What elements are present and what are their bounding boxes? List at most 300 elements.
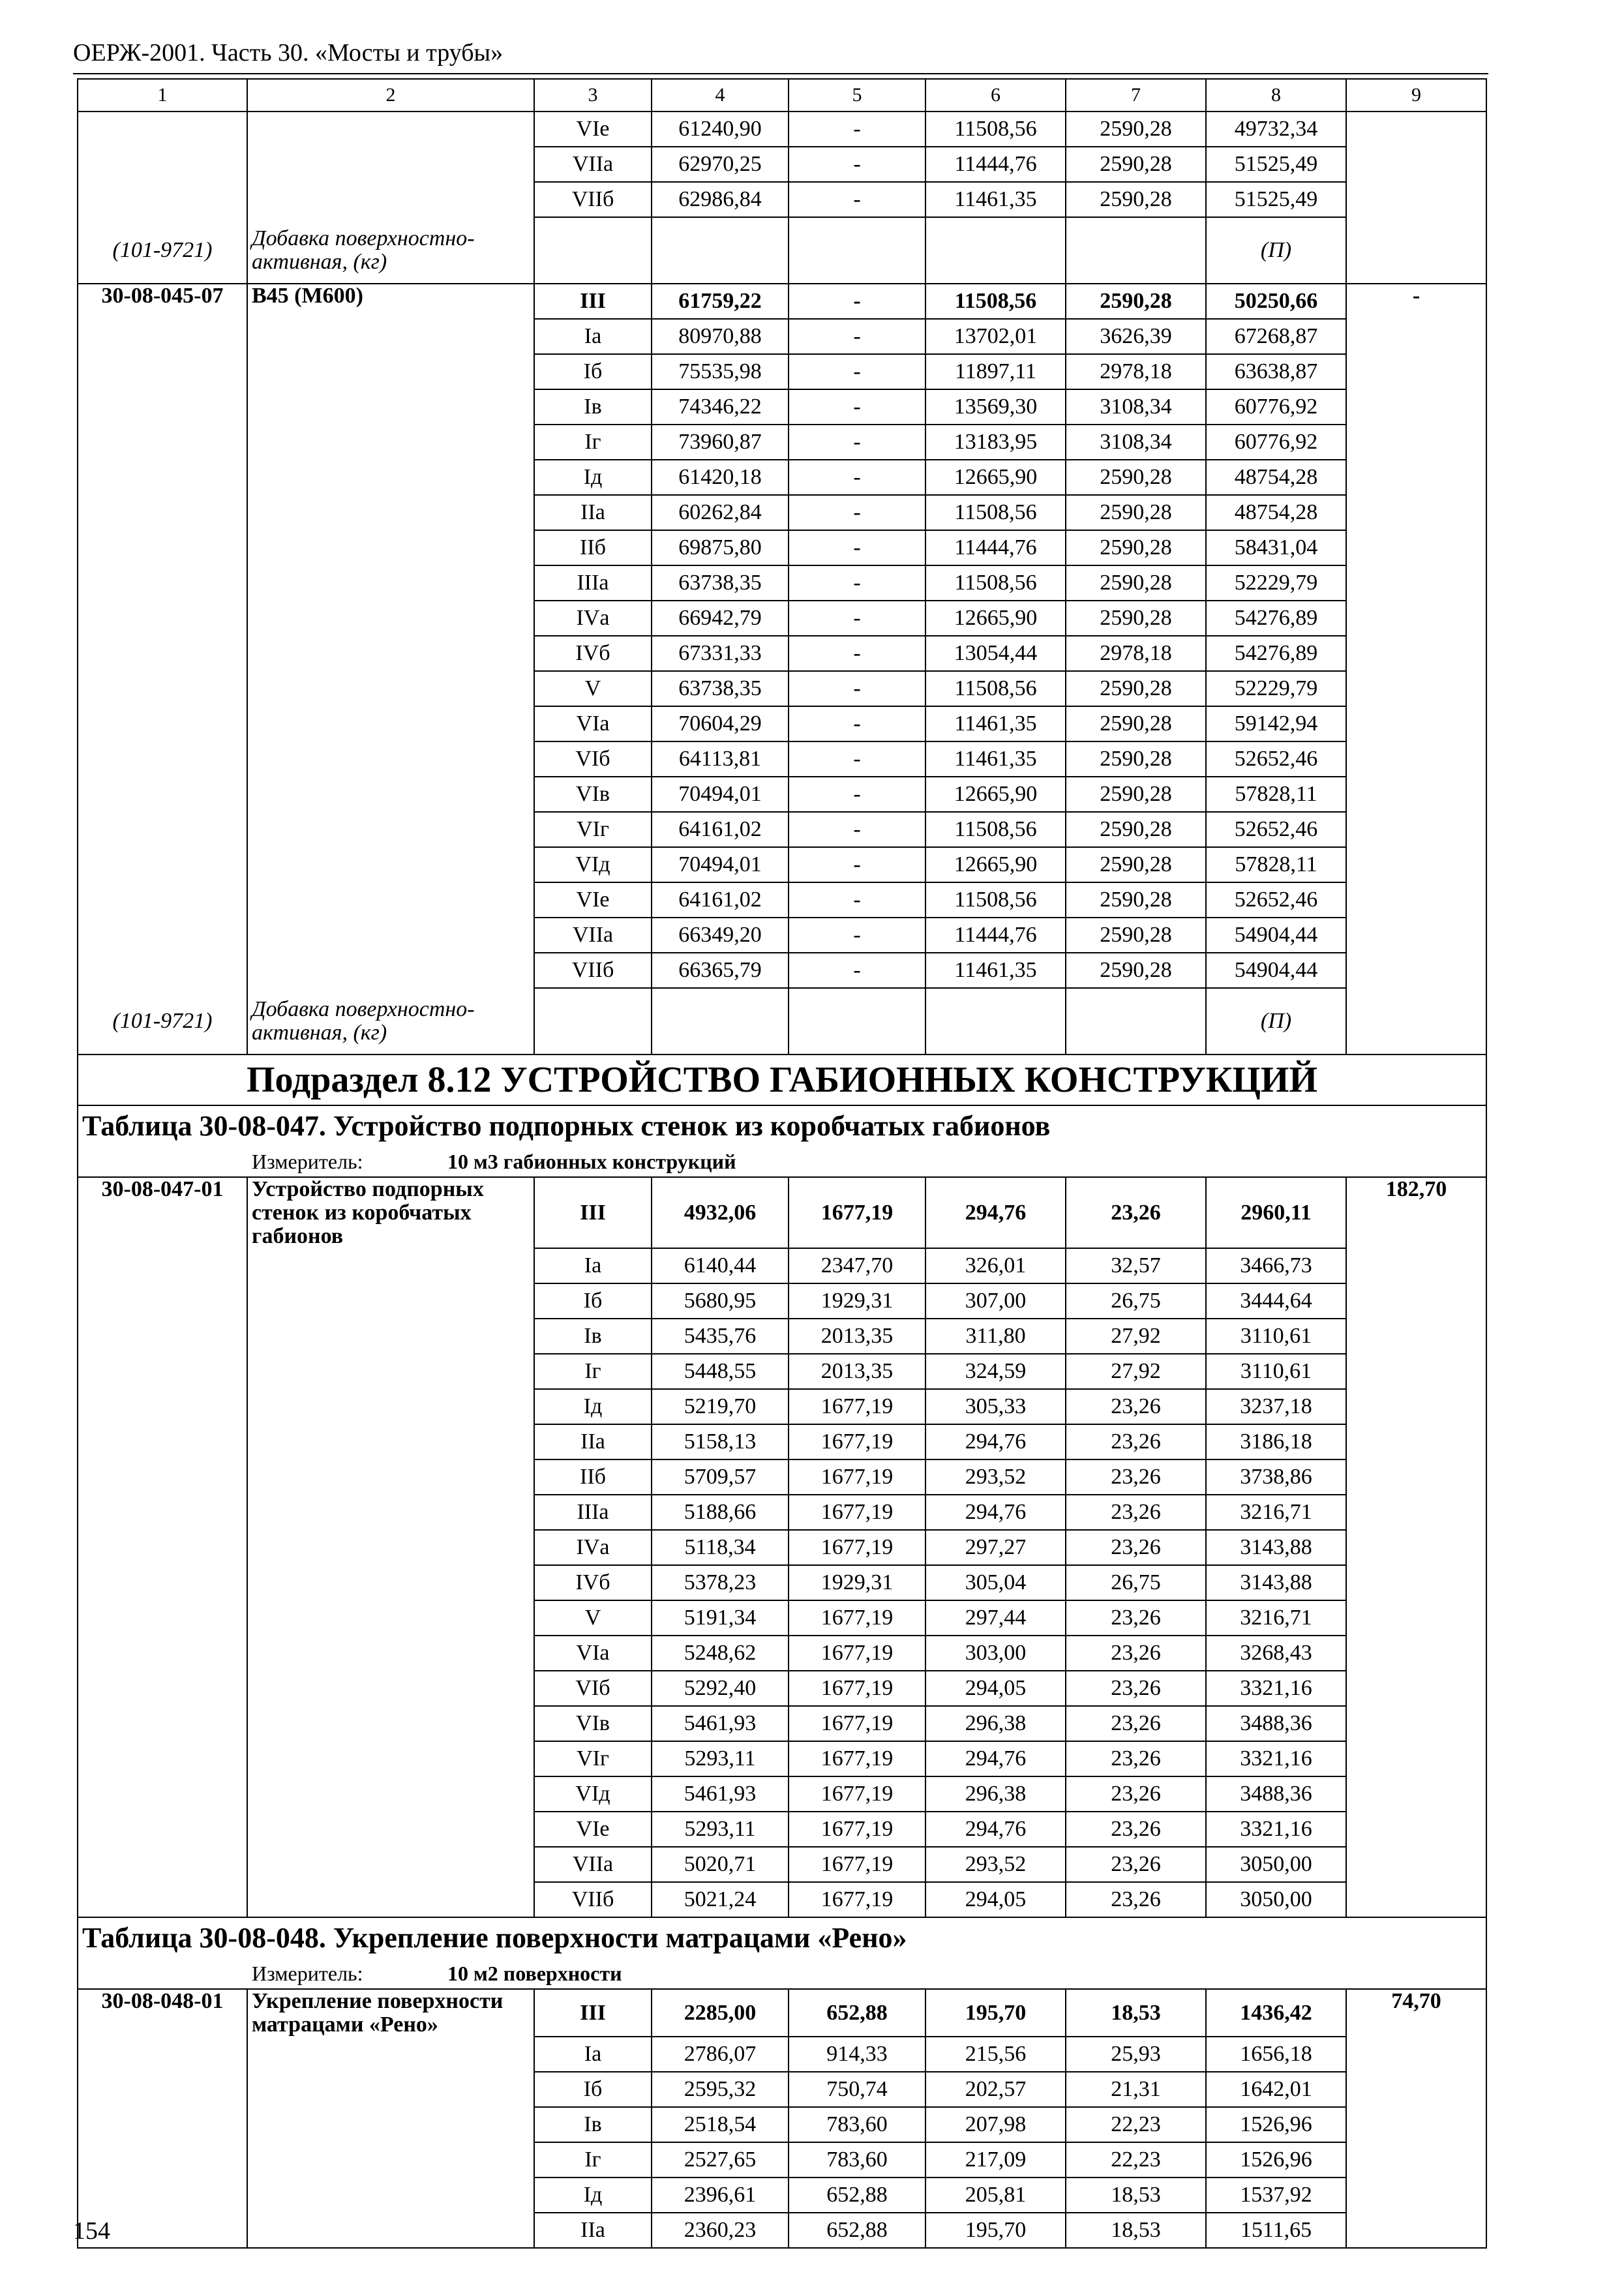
value-cell-c5: 2013,35 [789, 1354, 925, 1389]
value-cell-c7: 2978,18 [1066, 354, 1206, 389]
empty-c9-cell [1346, 847, 1486, 882]
empty-c9-cell [1346, 217, 1486, 284]
value-cell-c8: 54904,44 [1206, 953, 1346, 988]
unit-cell [78, 1958, 1486, 1989]
table-row [78, 882, 1486, 918]
value-cell-c8: 3268,43 [1206, 1636, 1346, 1671]
value-cell-c4: 5020,71 [652, 1847, 789, 1882]
value-cell-c8: 3444,64 [1206, 1283, 1346, 1319]
column-number: 8 [1206, 79, 1346, 112]
value-cell-c7: 2590,28 [1066, 112, 1206, 147]
addition-code: (101-9721) [78, 988, 247, 1055]
empty-c9-cell [1346, 495, 1486, 530]
value-cell-c4: 69875,80 [652, 530, 789, 565]
value-cell-c4: 80970,88 [652, 319, 789, 354]
zone-cell: Iа [534, 1248, 652, 1283]
empty-name-cell [247, 1847, 534, 1882]
table-row [78, 1812, 1486, 1847]
empty-name-cell [247, 671, 534, 706]
value-cell-c4: 61759,22 [652, 284, 789, 319]
empty-c9-cell [1346, 1495, 1486, 1530]
empty-name-cell [247, 1283, 534, 1319]
zone-cell: Iв [534, 1319, 652, 1354]
value-cell-c6: 326,01 [925, 1248, 1066, 1283]
zone-cell: VIд [534, 847, 652, 882]
empty-c9-cell [1346, 1776, 1486, 1812]
table-row [78, 812, 1486, 847]
table-row [78, 601, 1486, 636]
zone-cell: VIIб [534, 182, 652, 217]
value-cell-c7: 23,26 [1066, 1812, 1206, 1847]
addition-c8: (П) [1206, 988, 1346, 1055]
zone-cell: Iг [534, 2142, 652, 2177]
empty-name-cell [247, 2072, 534, 2107]
value-cell-c7: 23,26 [1066, 1389, 1206, 1424]
value-cell-c6: 11508,56 [925, 112, 1066, 147]
empty-c9-cell [1346, 460, 1486, 495]
zone-cell: VIIб [534, 1882, 652, 1917]
empty-c9-cell [1346, 1706, 1486, 1741]
empty-code-cell [78, 2037, 247, 2072]
value-cell-c5: 1677,19 [789, 1389, 925, 1424]
empty-c9-cell [1346, 1248, 1486, 1283]
value-cell-c4: 2527,65 [652, 2142, 789, 2177]
empty-name-cell [247, 565, 534, 601]
zone-cell: IVб [534, 636, 652, 671]
column-number: 7 [1066, 79, 1206, 112]
unit-label: Измеритель: [252, 1962, 363, 1985]
table-row [78, 706, 1486, 741]
empty-value-cell [1066, 217, 1206, 284]
empty-c9-cell [1346, 953, 1486, 988]
value-cell-c6: 293,52 [925, 1847, 1066, 1882]
value-cell-c5: - [789, 741, 925, 777]
empty-name-cell [247, 2037, 534, 2072]
value-cell-c4: 5293,11 [652, 1812, 789, 1847]
zone-cell: Iб [534, 2072, 652, 2107]
value-cell-c6: 13569,30 [925, 389, 1066, 425]
value-cell-c6: 305,33 [925, 1389, 1066, 1424]
table-row [78, 354, 1486, 389]
value-cell-c6: 11897,11 [925, 354, 1066, 389]
table-row [78, 319, 1486, 354]
zone-cell: Iв [534, 389, 652, 425]
value-cell-c8: 1526,96 [1206, 2142, 1346, 2177]
empty-c9-cell [1346, 147, 1486, 182]
value-cell-c4: 2396,61 [652, 2177, 789, 2213]
empty-c9-cell [1346, 1565, 1486, 1600]
table-row [78, 425, 1486, 460]
value-cell-c8: 3466,73 [1206, 1248, 1346, 1283]
value-cell-c8: 58431,04 [1206, 530, 1346, 565]
empty-c9-cell [1346, 2213, 1486, 2248]
value-cell-c7: 2590,28 [1066, 918, 1206, 953]
value-cell-c4: 5021,24 [652, 1882, 789, 1917]
value-cell-c7: 2590,28 [1066, 812, 1206, 847]
value-cell-c6: 11508,56 [925, 495, 1066, 530]
value-cell-c8: 3321,16 [1206, 1671, 1346, 1706]
value-cell-c7: 23,26 [1066, 1530, 1206, 1565]
value-cell-c8: 3143,88 [1206, 1530, 1346, 1565]
value-cell-c6: 215,56 [925, 2037, 1066, 2072]
value-cell-c5: 1677,19 [789, 1600, 925, 1636]
zone-cell: III [534, 284, 652, 319]
empty-c9-cell [1346, 2072, 1486, 2107]
value-cell-c6: 11508,56 [925, 284, 1066, 319]
empty-value-cell [1066, 988, 1206, 1055]
value-cell-c7: 2978,18 [1066, 636, 1206, 671]
value-cell-c4: 62970,25 [652, 147, 789, 182]
zone-cell: VIв [534, 1706, 652, 1741]
value-cell-c6: 11508,56 [925, 671, 1066, 706]
value-cell-c4: 5158,13 [652, 1424, 789, 1459]
empty-name-cell [247, 1424, 534, 1459]
empty-code-cell [78, 777, 247, 812]
table-row [78, 2142, 1486, 2177]
addition-row [78, 988, 1486, 1055]
value-cell-c4: 61240,90 [652, 112, 789, 147]
table-row [78, 460, 1486, 495]
value-cell-c6: 294,05 [925, 1882, 1066, 1917]
zone-cell: V [534, 671, 652, 706]
value-cell-c5: - [789, 601, 925, 636]
empty-code-cell [78, 389, 247, 425]
table-row [78, 565, 1486, 601]
value-cell-c4: 2285,00 [652, 1989, 789, 2037]
empty-name-cell [247, 460, 534, 495]
value-cell-c5: 1929,31 [789, 1283, 925, 1319]
value-cell-c6: 294,76 [925, 1495, 1066, 1530]
table-row [78, 2107, 1486, 2142]
empty-c9-cell [1346, 988, 1486, 1055]
table-row [78, 1565, 1486, 1600]
empty-name-cell [247, 847, 534, 882]
table-row [78, 495, 1486, 530]
empty-c9-cell [1346, 1283, 1486, 1319]
table-row [78, 284, 1486, 319]
value-cell-c4: 70494,01 [652, 777, 789, 812]
value-cell-c5: - [789, 354, 925, 389]
value-cell-c6: 12665,90 [925, 847, 1066, 882]
empty-code-cell [78, 1459, 247, 1495]
empty-c9-cell [1346, 918, 1486, 953]
value-cell-c5: - [789, 953, 925, 988]
table-row [78, 389, 1486, 425]
empty-c9-cell [1346, 1354, 1486, 1389]
value-cell-c8: 3488,36 [1206, 1776, 1346, 1812]
value-cell-c8: 54276,89 [1206, 601, 1346, 636]
empty-code-cell [78, 1812, 247, 1847]
empty-value-cell [925, 217, 1066, 284]
empty-code-cell [78, 182, 247, 217]
empty-value-cell [652, 988, 789, 1055]
value-cell-c4: 5378,23 [652, 1565, 789, 1600]
unit-value: 10 м2 поверхности [447, 1962, 622, 1985]
empty-name-cell [247, 1636, 534, 1671]
value-cell-c8: 3216,71 [1206, 1495, 1346, 1530]
empty-code-cell [78, 354, 247, 389]
value-cell-c5: - [789, 706, 925, 741]
page-number: 154 [73, 2217, 110, 2245]
empty-code-cell [78, 1319, 247, 1354]
value-cell-c7: 23,26 [1066, 1424, 1206, 1459]
empty-code-cell [78, 2072, 247, 2107]
value-cell-c4: 61420,18 [652, 460, 789, 495]
value-cell-c4: 5461,93 [652, 1706, 789, 1741]
value-cell-c5: 1677,19 [789, 1812, 925, 1847]
zone-cell: VIIа [534, 147, 652, 182]
value-cell-c8: 3050,00 [1206, 1847, 1346, 1882]
empty-code-cell [78, 706, 247, 741]
value-cell-c8: 48754,28 [1206, 495, 1346, 530]
value-cell-c5: 1677,19 [789, 1882, 925, 1917]
value-cell-c7: 23,26 [1066, 1495, 1206, 1530]
value-cell-c7: 26,75 [1066, 1283, 1206, 1319]
zone-cell: VIIа [534, 918, 652, 953]
value-cell-c4: 5188,66 [652, 1495, 789, 1530]
value-cell-c8: 1642,01 [1206, 2072, 1346, 2107]
subsection-row [78, 1055, 1486, 1105]
value-cell-c8: 1436,42 [1206, 1989, 1346, 2037]
value-cell-c4: 5448,55 [652, 1354, 789, 1389]
empty-name-cell [247, 495, 534, 530]
table-title-row [78, 1917, 1486, 1958]
empty-name-cell [247, 953, 534, 988]
value-cell-c8: 1656,18 [1206, 2037, 1346, 2072]
resource-code: 30-08-047-01 [78, 1177, 247, 1248]
zone-cell: Iд [534, 2177, 652, 2213]
empty-c9-cell [1346, 2142, 1486, 2177]
table-row [78, 1847, 1486, 1882]
value-cell-c4: 63738,35 [652, 565, 789, 601]
value-cell-c8: 48754,28 [1206, 460, 1346, 495]
value-cell-c5: - [789, 495, 925, 530]
table-row [78, 182, 1486, 217]
table-row [78, 1706, 1486, 1741]
zone-cell: Iб [534, 354, 652, 389]
empty-code-cell [78, 2142, 247, 2177]
table-row [78, 1177, 1486, 1248]
value-cell-c8: 3143,88 [1206, 1565, 1346, 1600]
value-cell-c7: 2590,28 [1066, 601, 1206, 636]
value-cell-c6: 311,80 [925, 1319, 1066, 1354]
empty-name-cell [247, 1600, 534, 1636]
value-cell-c5: - [789, 565, 925, 601]
empty-c9-cell [1346, 1636, 1486, 1671]
empty-code-cell [78, 1706, 247, 1741]
value-cell-c4: 75535,98 [652, 354, 789, 389]
zone-cell: Iд [534, 1389, 652, 1424]
value-cell-c6: 11461,35 [925, 953, 1066, 988]
value-cell-c5: - [789, 636, 925, 671]
zone-cell: IIб [534, 1459, 652, 1495]
table-row [78, 671, 1486, 706]
table-row [78, 1989, 1486, 2037]
zone-cell: Iа [534, 319, 652, 354]
empty-code-cell [78, 636, 247, 671]
value-cell-c8: 1526,96 [1206, 2107, 1346, 2142]
subsection-title: Подраздел 8.12 УСТРОЙСТВО ГАБИОННЫХ КОНСТРУКЦИЙ [78, 1055, 1486, 1105]
value-cell-c4: 5118,34 [652, 1530, 789, 1565]
empty-c9-cell [1346, 354, 1486, 389]
table-row [78, 1776, 1486, 1812]
value-cell-c8: 60776,92 [1206, 425, 1346, 460]
empty-name-cell [247, 706, 534, 741]
zone-cell: Iа [534, 2037, 652, 2072]
unit-cell [78, 1146, 1486, 1177]
empty-name-cell [247, 1248, 534, 1283]
value-cell-c8: 3237,18 [1206, 1389, 1346, 1424]
value-cell-c6: 296,38 [925, 1706, 1066, 1741]
value-cell-c5: 1677,19 [789, 1636, 925, 1671]
value-cell-c6: 294,05 [925, 1671, 1066, 1706]
value-cell-c7: 3108,34 [1066, 389, 1206, 425]
value-cell-c8: 59142,94 [1206, 706, 1346, 741]
empty-code-cell [78, 1671, 247, 1706]
zone-cell: VIа [534, 1636, 652, 1671]
zone-cell: V [534, 1600, 652, 1636]
table-row [78, 112, 1486, 147]
value-cell-c7: 2590,28 [1066, 882, 1206, 918]
value-cell-c8: 50250,66 [1206, 284, 1346, 319]
zone-cell: IIа [534, 2213, 652, 2248]
table-row [78, 1283, 1486, 1319]
column-number: 2 [247, 79, 534, 112]
empty-name-cell [247, 812, 534, 847]
value-cell-c7: 23,26 [1066, 1776, 1206, 1812]
empty-name-cell [247, 777, 534, 812]
value-cell-c7: 2590,28 [1066, 284, 1206, 319]
table-row [78, 636, 1486, 671]
value-cell-c5: 652,88 [789, 1989, 925, 2037]
zone-cell: VIIб [534, 953, 652, 988]
empty-name-cell [247, 112, 534, 147]
table-row [78, 1354, 1486, 1389]
empty-name-cell [247, 1812, 534, 1847]
rates-table-body [78, 79, 1486, 2248]
value-cell-c7: 27,92 [1066, 1354, 1206, 1389]
value-cell-c6: 13702,01 [925, 319, 1066, 354]
empty-code-cell [78, 530, 247, 565]
value-cell-c7: 18,53 [1066, 1989, 1206, 2037]
table-row [78, 1741, 1486, 1776]
value-cell-c6: 13054,44 [925, 636, 1066, 671]
column-number-row [78, 79, 1486, 112]
empty-c9-cell [1346, 319, 1486, 354]
empty-c9-cell [1346, 1459, 1486, 1495]
table-row [78, 1600, 1486, 1636]
empty-name-cell [247, 882, 534, 918]
empty-code-cell [78, 1354, 247, 1389]
value-cell-c5: - [789, 389, 925, 425]
zone-cell: IVб [534, 1565, 652, 1600]
empty-code-cell [78, 1776, 247, 1812]
zone-cell: Iг [534, 1354, 652, 1389]
empty-code-cell [78, 1882, 247, 1917]
value-cell-c8: 63638,87 [1206, 354, 1346, 389]
value-cell-c6: 217,09 [925, 2142, 1066, 2177]
empty-code-cell [78, 495, 247, 530]
empty-code-cell [78, 1741, 247, 1776]
zone-cell: VIIа [534, 1847, 652, 1882]
empty-code-cell [78, 425, 247, 460]
value-cell-c9: 74,70 [1346, 1989, 1486, 2037]
value-cell-c7: 18,53 [1066, 2213, 1206, 2248]
empty-zone-cell [534, 217, 652, 284]
value-cell-c8: 52652,46 [1206, 812, 1346, 847]
empty-name-cell [247, 1389, 534, 1424]
empty-name-cell [247, 1530, 534, 1565]
table-row [78, 530, 1486, 565]
empty-zone-cell [534, 988, 652, 1055]
work-name: Устройство подпорных стенок из коробчатых габионов [247, 1177, 534, 1248]
empty-c9-cell [1346, 425, 1486, 460]
value-cell-c4: 5248,62 [652, 1636, 789, 1671]
value-cell-c7: 22,23 [1066, 2107, 1206, 2142]
value-cell-c6: 12665,90 [925, 777, 1066, 812]
empty-c9-cell [1346, 812, 1486, 847]
value-cell-c7: 21,31 [1066, 2072, 1206, 2107]
value-cell-c7: 2590,28 [1066, 530, 1206, 565]
empty-code-cell [78, 1248, 247, 1283]
value-cell-c7: 2590,28 [1066, 565, 1206, 601]
empty-c9-cell [1346, 636, 1486, 671]
value-cell-c4: 5461,93 [652, 1776, 789, 1812]
value-cell-c4: 5293,11 [652, 1741, 789, 1776]
empty-name-cell [247, 1459, 534, 1495]
value-cell-c4: 62986,84 [652, 182, 789, 217]
value-cell-c5: - [789, 112, 925, 147]
resource-code: 30-08-048-01 [78, 1989, 247, 2037]
empty-code-cell [78, 1283, 247, 1319]
addition-row [78, 217, 1486, 284]
value-cell-c4: 5435,76 [652, 1319, 789, 1354]
value-cell-c5: - [789, 147, 925, 182]
value-cell-c7: 25,93 [1066, 2037, 1206, 2072]
empty-c9-cell [1346, 182, 1486, 217]
zone-cell: III [534, 1989, 652, 2037]
empty-name-cell [247, 182, 534, 217]
zone-cell: Iг [534, 425, 652, 460]
value-cell-c7: 2590,28 [1066, 182, 1206, 217]
value-cell-c4: 6140,44 [652, 1248, 789, 1283]
value-cell-c5: 652,88 [789, 2213, 925, 2248]
empty-c9-cell [1346, 1882, 1486, 1917]
empty-c9-cell [1346, 706, 1486, 741]
empty-code-cell [78, 2177, 247, 2213]
empty-name-cell [247, 389, 534, 425]
value-cell-c8: 1537,92 [1206, 2177, 1346, 2213]
empty-code-cell [78, 1847, 247, 1882]
value-cell-c8: 54904,44 [1206, 918, 1346, 953]
table-row [78, 741, 1486, 777]
zone-cell: IVа [534, 1530, 652, 1565]
value-cell-c6: 12665,90 [925, 601, 1066, 636]
zone-cell: IIIа [534, 1495, 652, 1530]
empty-code-cell [78, 741, 247, 777]
unit-row [78, 1146, 1486, 1177]
value-cell-c7: 26,75 [1066, 1565, 1206, 1600]
value-cell-c5: 1677,19 [789, 1459, 925, 1495]
empty-c9-cell [1346, 1812, 1486, 1847]
value-cell-c9: 182,70 [1346, 1177, 1486, 1248]
value-cell-c5: 783,60 [789, 2107, 925, 2142]
empty-value-cell [925, 988, 1066, 1055]
table-row [78, 1424, 1486, 1459]
value-cell-c7: 23,26 [1066, 1706, 1206, 1741]
rates-table [77, 78, 1487, 2249]
value-cell-c6: 293,52 [925, 1459, 1066, 1495]
